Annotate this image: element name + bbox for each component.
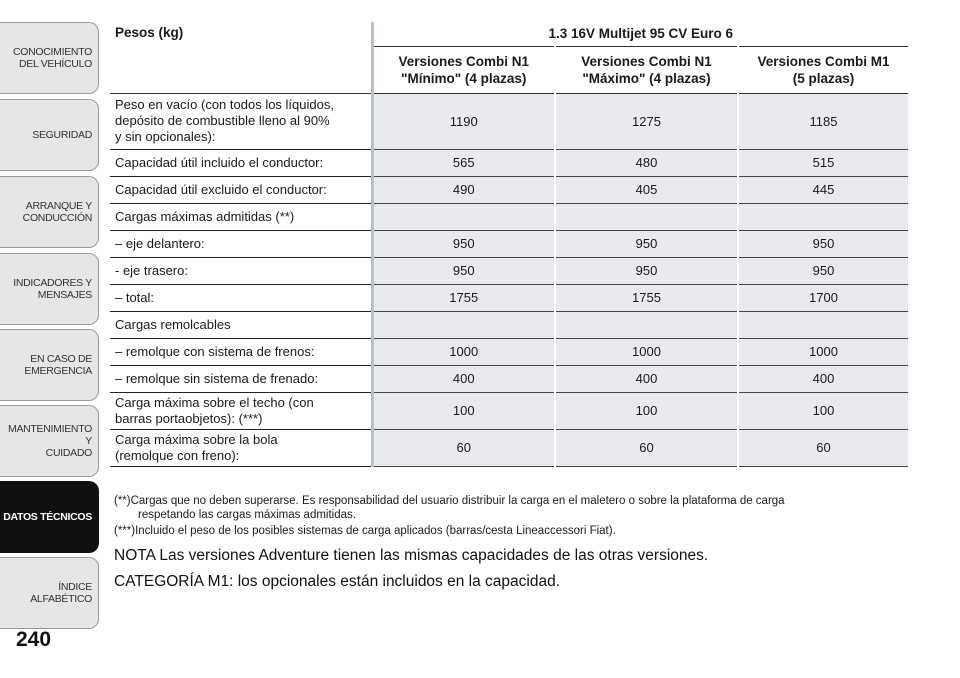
table-row	[110, 203, 908, 230]
sidebar-tab-label: SEGURIDAD	[32, 129, 92, 141]
table-cell: 565	[372, 149, 555, 176]
table-cell	[738, 203, 908, 230]
row-label: Cargas máximas admitidas (**)	[110, 203, 372, 230]
categoria-text: CATEGORÍA M1: los opcionales están incluidos en la capacidad.	[114, 573, 561, 590]
table-cell: 1000	[738, 338, 908, 365]
column-header: Versiones Combi N1 "Mínimo" (4 plazas)	[372, 46, 555, 93]
row-label: – remolque con sistema de frenos:	[110, 338, 372, 365]
table-row	[110, 311, 908, 338]
footnote-roof-systems: (***)Incluido el peso de los posibles sistemas de carga aplicados (barras/cesta Lineaccessori Fiat).	[114, 525, 616, 537]
table-cell	[555, 311, 738, 338]
table-cell: 100	[738, 392, 908, 429]
row-label: Capacidad útil incluido el conductor:	[110, 149, 372, 176]
table-cell: 60	[738, 429, 908, 466]
engine-header: 1.3 16V Multijet 95 CV Euro 6	[372, 22, 908, 46]
weights-table	[110, 22, 908, 467]
sidebar-tab-label: MANTENIMIENTO Y CUIDADO	[8, 423, 92, 459]
sidebar-tab-label: INDICADORES Y MENSAJES	[13, 277, 92, 301]
table-cell: 950	[555, 230, 738, 257]
table-cell: 1000	[555, 338, 738, 365]
row-label: Carga máxima sobre el techo (con barras portaobjetos): (***)	[110, 392, 372, 429]
row-label: – total:	[110, 284, 372, 311]
page-number: 240	[16, 628, 52, 651]
table-cell: 950	[372, 257, 555, 284]
sidebar-tab[interactable]	[0, 176, 99, 248]
column-header: Versiones Combi N1 "Máximo" (4 plazas)	[555, 46, 738, 93]
sidebar-tab[interactable]	[0, 557, 99, 629]
table-row	[110, 284, 908, 311]
sidebar-tab-label: CONOCIMIENTO DEL VEHÍCULO	[12, 46, 92, 70]
row-label: – remolque sin sistema de frenado:	[110, 365, 372, 392]
nota-text: NOTA Las versiones Adventure tienen las mismas capacidades de las otras versiones.	[114, 547, 709, 564]
table-cell: 1190	[372, 93, 555, 149]
sidebar-tab[interactable]	[0, 99, 99, 171]
table-row	[110, 338, 908, 365]
table-cell: 515	[738, 149, 908, 176]
table-cell: 1755	[372, 284, 555, 311]
footnotes	[114, 494, 904, 592]
row-header: Pesos (kg)	[110, 22, 372, 69]
row-label: - eje trasero:	[110, 257, 372, 284]
table-row	[110, 257, 908, 284]
table-cell: 1755	[555, 284, 738, 311]
table-cell: 1700	[738, 284, 908, 311]
row-label: Carga máxima sobre la bola (remolque con freno):	[110, 429, 372, 466]
table-row	[110, 392, 908, 429]
table-cell	[372, 311, 555, 338]
sidebar-tab-label: ÍNDICE ALFABÉTICO	[30, 581, 92, 605]
table-row	[110, 176, 908, 203]
row-label: Peso en vacío (con todos los líquidos, depósito de combustible lleno al 90% y sin opcionales):	[110, 93, 372, 149]
table-row	[110, 429, 908, 466]
table-row	[110, 365, 908, 392]
row-label: Cargas remolcables	[110, 311, 372, 338]
sidebar-tab[interactable]	[0, 329, 99, 401]
table-row	[110, 149, 908, 176]
sidebar-tab-label: DATOS TÉCNICOS	[3, 511, 92, 523]
table-cell: 400	[555, 365, 738, 392]
table-cell: 950	[372, 230, 555, 257]
table-cell: 950	[555, 257, 738, 284]
table-cell: 60	[555, 429, 738, 466]
table-cell: 1185	[738, 93, 908, 149]
table-row	[110, 230, 908, 257]
table-row	[110, 93, 908, 149]
row-label: – eje delantero:	[110, 230, 372, 257]
row-label: Capacidad útil excluido el conductor:	[110, 176, 372, 203]
sidebar-tab[interactable]	[0, 253, 99, 325]
table-cell	[372, 203, 555, 230]
table-cell: 400	[372, 365, 555, 392]
table-cell: 950	[738, 230, 908, 257]
table-cell: 445	[738, 176, 908, 203]
table-cell: 400	[738, 365, 908, 392]
table-cell: 490	[372, 176, 555, 203]
table-cell: 1000	[372, 338, 555, 365]
table-cell: 100	[555, 392, 738, 429]
column-header: Versiones Combi M1 (5 plazas)	[738, 46, 908, 93]
table-cell	[738, 311, 908, 338]
table-cell: 950	[738, 257, 908, 284]
sidebar-tab[interactable]	[0, 481, 99, 553]
table-cell: 1275	[555, 93, 738, 149]
footnote-loads: (**)Cargas que no deben superarse. Es responsabilidad del usuario distribuir la carga en el maletero o sobre la plataforma de carga respetando las cargas máximas admitidas.	[114, 495, 785, 521]
table-cell: 405	[555, 176, 738, 203]
weights-table-container	[110, 22, 908, 467]
sidebar-tab[interactable]	[0, 22, 99, 94]
sidebar-tab[interactable]	[0, 405, 99, 477]
table-cell: 480	[555, 149, 738, 176]
sidebar-tab-label: EN CASO DE EMERGENCIA	[24, 353, 92, 377]
table-cell	[555, 203, 738, 230]
table-cell: 100	[372, 392, 555, 429]
sidebar-tab-label: ARRANQUE Y CONDUCCIÓN	[22, 200, 92, 224]
table-cell: 60	[372, 429, 555, 466]
